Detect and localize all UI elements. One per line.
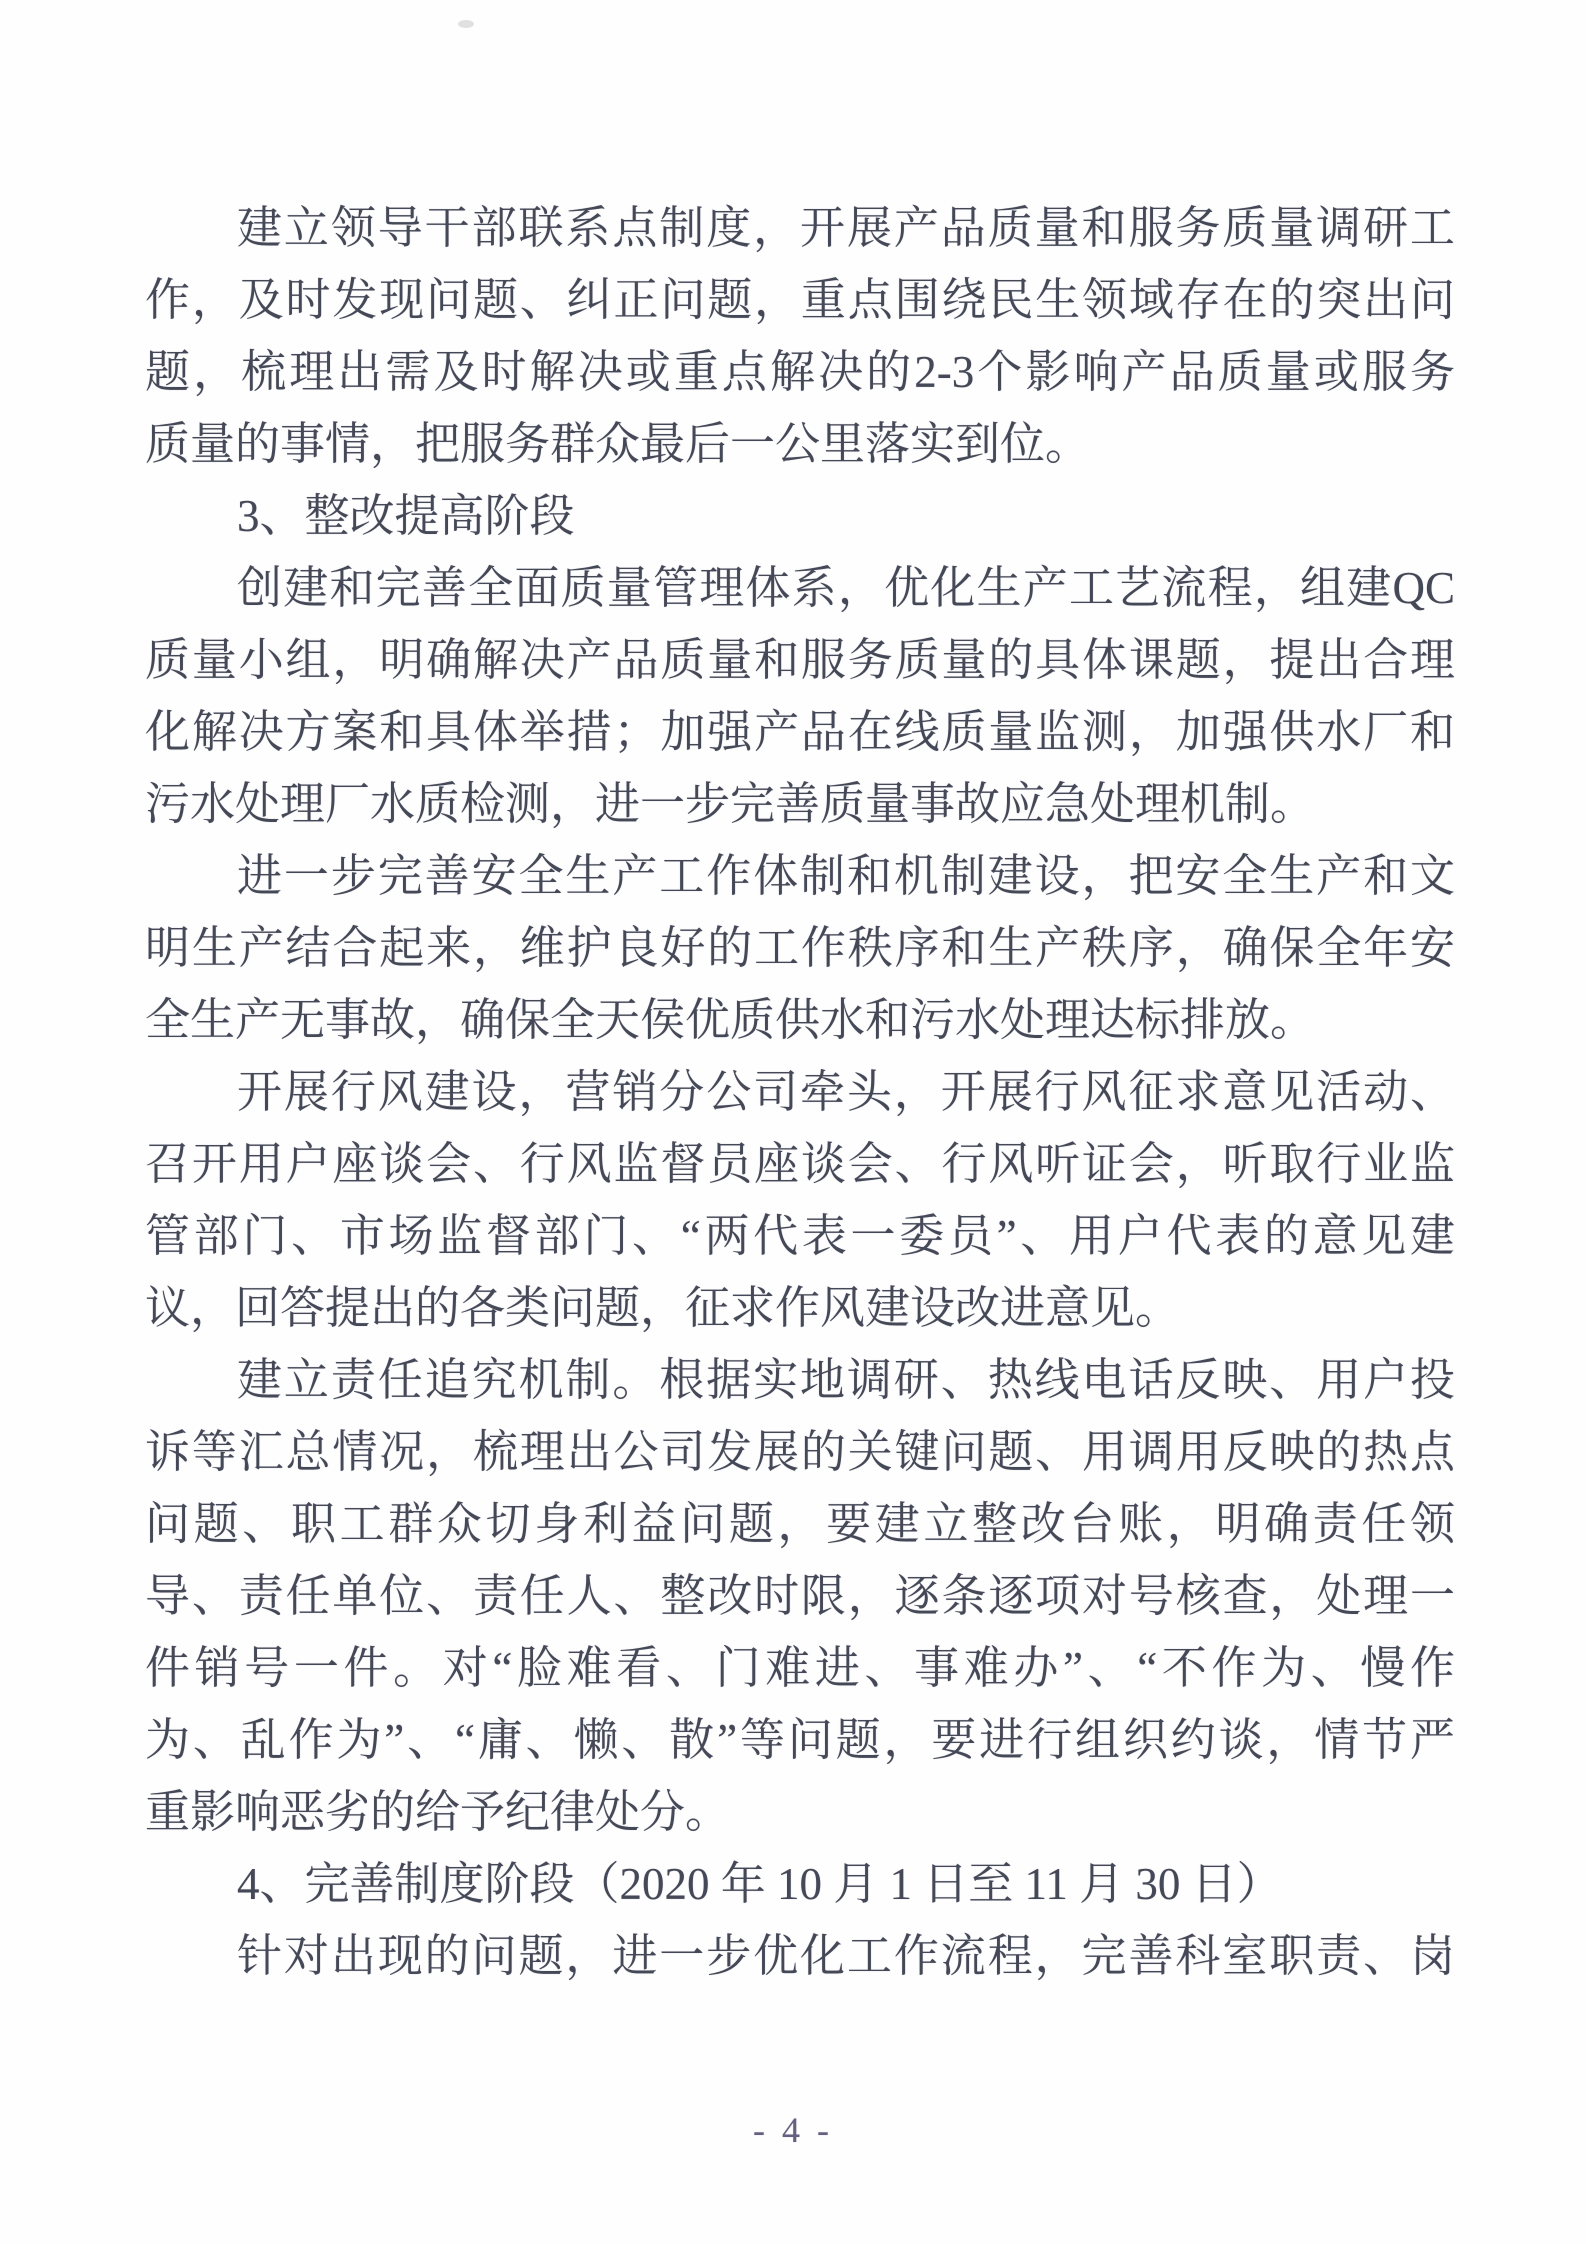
doc-line: 化解决方案和具体举措；加强产品在线质量监测，加强供水厂和: [145, 707, 1455, 757]
page-number: - 4 -: [753, 2110, 833, 2150]
doc-line: 题，梳理出需及时解决或重点解决的2-3个影响产品质量或服务: [145, 347, 1455, 397]
doc-section-heading: 3、整改提高阶段: [237, 491, 575, 541]
doc-line: 作，及时发现问题、纠正问题，重点围绕民生领域存在的突出问: [145, 275, 1455, 325]
doc-line: 明生产结合起来，维护良好的工作秩序和生产秩序，确保全年安: [145, 923, 1455, 973]
scan-artifact: [458, 20, 474, 28]
document-body: [145, 192, 1455, 1992]
doc-line: 导、责任单位、责任人、整改时限，逐条逐项对号核查，处理一: [145, 1571, 1455, 1621]
doc-line: 诉等汇总情况，梳理出公司发展的关键问题、用调用反映的热点: [145, 1427, 1455, 1477]
doc-line: 质量的事情，把服务群众最后一公里落实到位。: [145, 419, 1091, 469]
doc-line: 建立领导干部联系点制度，开展产品质量和服务质量调研工: [237, 203, 1455, 253]
doc-line: 进一步完善安全生产工作体制和机制建设，把安全生产和文: [237, 851, 1455, 901]
doc-line: 问题、职工群众切身利益问题，要建立整改台账，明确责任领: [145, 1499, 1455, 1549]
doc-line: 建立责任追究机制。根据实地调研、热线电话反映、用户投: [237, 1355, 1455, 1405]
doc-line: 开展行风建设，营销分公司牵头，开展行风征求意见活动、: [237, 1067, 1455, 1117]
doc-section-heading: 4、完善制度阶段（2020 年 10 月 1 日至 11 月 30 日）: [237, 1859, 1282, 1909]
doc-line: 管部门、市场监督部门、“两代表一委员”、用户代表的意见建: [145, 1211, 1455, 1261]
doc-line: 件销号一件。对“脸难看、门难进、事难办”、“不作为、慢作: [145, 1643, 1455, 1693]
doc-line: 质量小组，明确解决产品质量和服务质量的具体课题，提出合理: [145, 635, 1455, 685]
doc-line: 污水处理厂水质检测，进一步完善质量事故应急处理机制。: [145, 779, 1316, 829]
doc-line: 全生产无事故，确保全天侯优质供水和污水处理达标排放。: [145, 995, 1316, 1045]
doc-line: 为、乱作为”、“庸、懒、散”等问题，要进行组织约谈，情节严: [145, 1715, 1455, 1765]
doc-line: 针对出现的问题，进一步优化工作流程，完善科室职责、岗: [237, 1931, 1455, 1981]
doc-line: 召开用户座谈会、行风监督员座谈会、行风听证会，听取行业监: [145, 1139, 1455, 1189]
doc-line: 创建和完善全面质量管理体系，优化生产工艺流程，组建QC: [237, 563, 1455, 613]
doc-line: 重影响恶劣的给予纪律处分。: [145, 1787, 731, 1837]
doc-line: 议，回答提出的各类问题，征求作风建设改进意见。: [145, 1283, 1181, 1333]
